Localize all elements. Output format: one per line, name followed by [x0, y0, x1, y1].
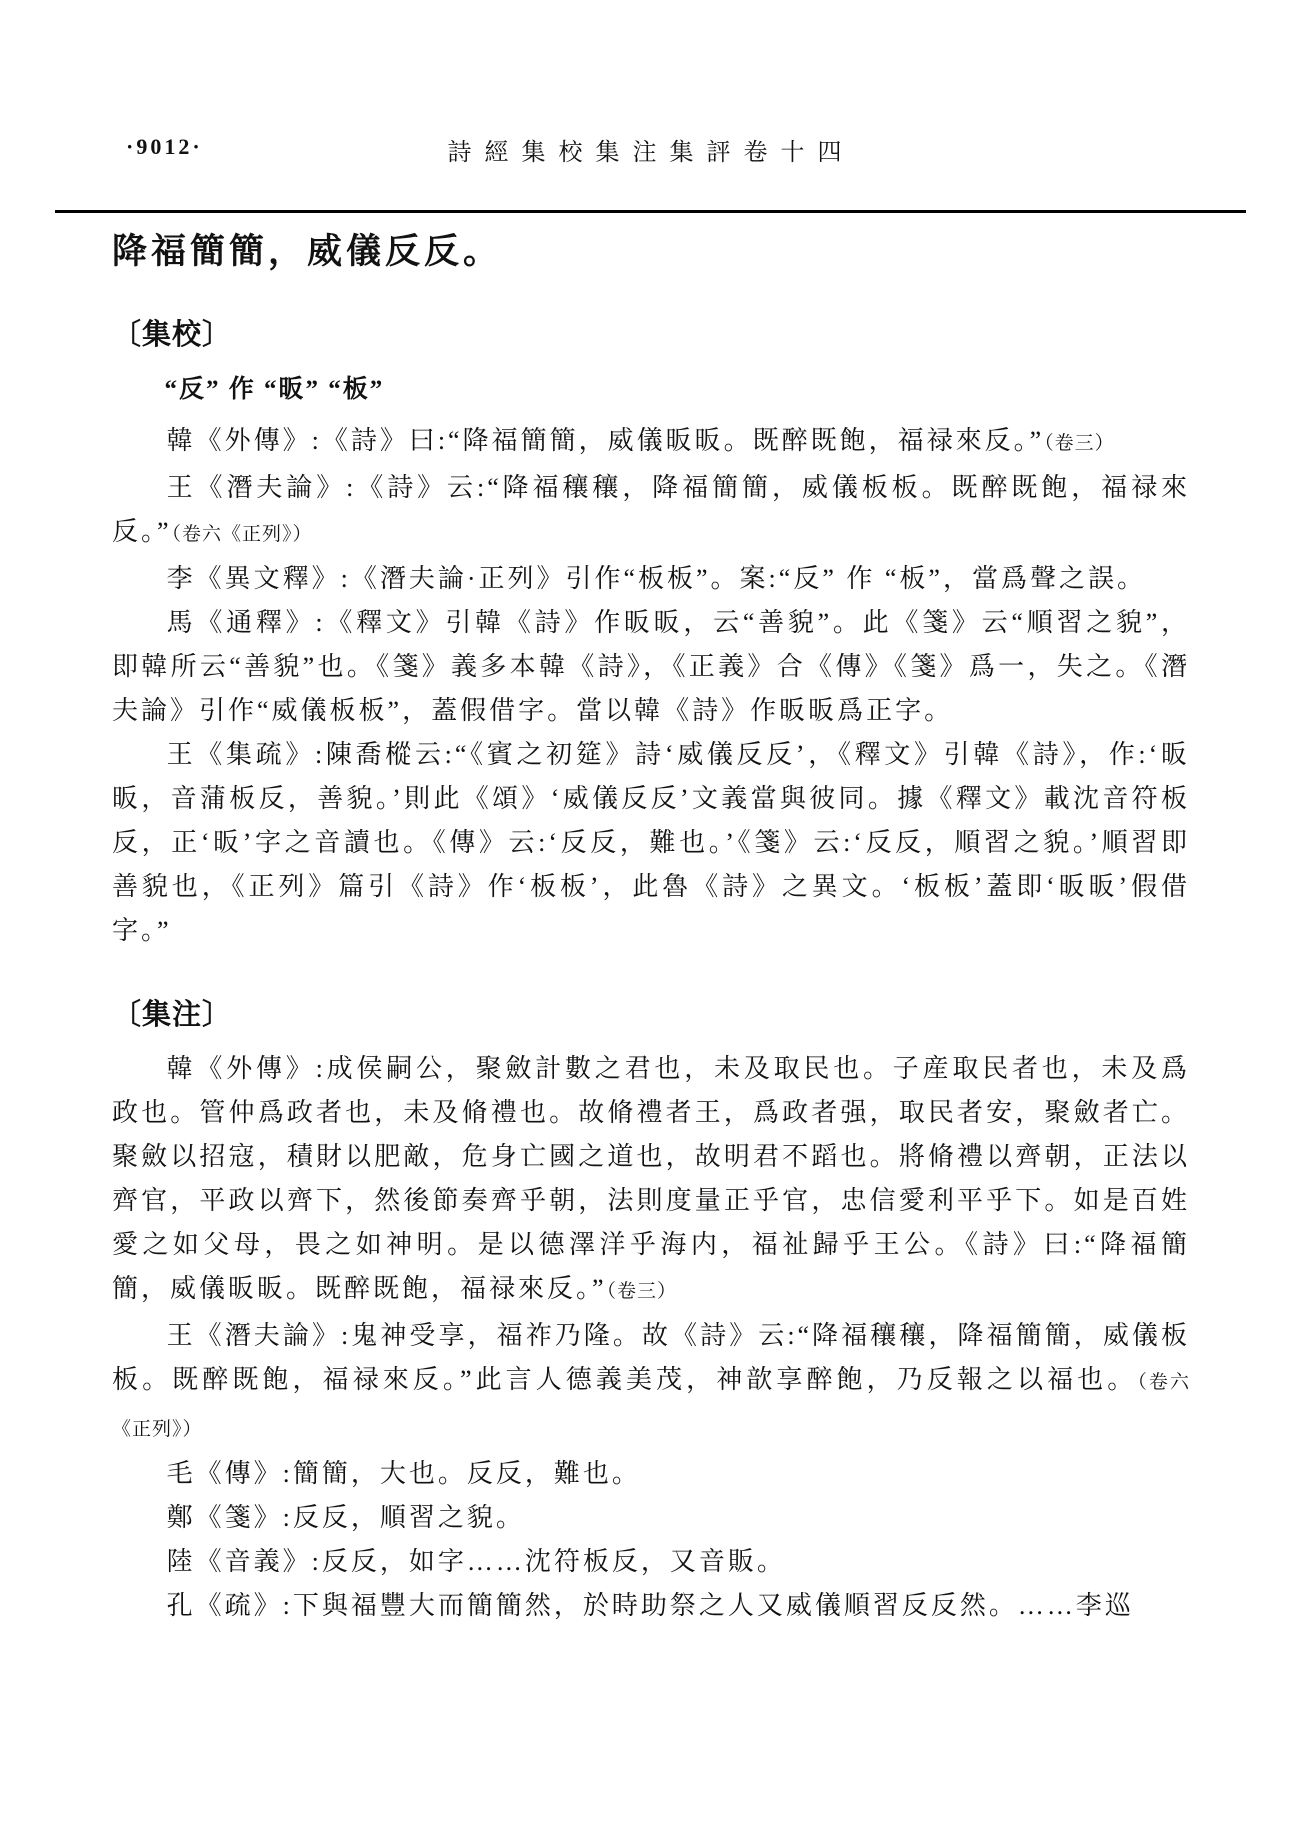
paragraph-text: 王《集疏》:陳喬樅云:“《賓之初筵》詩‘威儀反反’，《釋文》引韓《詩》，作:‘昄昄，音蒲板反，善貌。’則此《頌》‘威儀反反’文義當與彼同。據《釋文》載沈音符板反，正‘昄’字之音讀也。《傳》云:‘反反，難也。’《箋》云:‘反反，順習之貌。’順習即善貌也，《正列》篇引《詩》作‘板板’，此魯《詩》之異文。‘板板’蓋即‘昄昄’假借字。”	[112, 740, 1190, 945]
paragraph	[112, 419, 1190, 466]
paragraph	[112, 1540, 1190, 1584]
paragraph	[112, 466, 1190, 557]
section-heading: 〔集注〕	[112, 999, 233, 1031]
poem-title: 降福簡簡，威儀反反。	[112, 232, 503, 271]
volume-note: （卷三）	[606, 1281, 678, 1302]
paragraph-text: 陸《音義》:反反，如字……沈符板反，又音販。	[166, 1547, 786, 1576]
section-body	[112, 419, 1190, 953]
paragraph-text: 李《異文釋》:《潛夫論·正列》引作“板板”。案:“反” 作 “板”，當爲聲之誤。	[166, 564, 1146, 593]
page-header	[112, 132, 1190, 164]
paragraph-text: 韓《外傳》:《詩》曰:“降福簡簡，威儀昄昄。既醉既飽，福禄來反。”	[166, 426, 1045, 455]
paragraph	[112, 1314, 1190, 1452]
paragraph-text: 王《潛夫論》:《詩》云:“降福穰穰，降福簡簡，威儀板板。既醉既飽，福禄來反。”	[112, 473, 1190, 546]
section-body	[112, 1047, 1190, 1628]
sections-container	[112, 317, 1190, 1628]
paragraph	[112, 733, 1190, 953]
paragraph-text: 馬《通釋》:《釋文》引韓《詩》作昄昄，云“善貌”。此《箋》云“順習之貌”，即韓所云“善貌”也。《箋》義多本韓《詩》，《正義》合《傳》《箋》爲一，失之。《潛夫論》引作“威儀板板”，蓋假借字。當以韓《詩》作昄昄爲正字。	[112, 608, 1190, 725]
volume-note: （卷三）	[1044, 433, 1115, 454]
paragraph-text: 毛《傳》:簡簡，大也。反反，難也。	[166, 1459, 641, 1488]
paragraph-text: 韓《外傳》:成侯嗣公，聚斂計數之君也，未及取民也。子産取民者也，未及爲政也。管仲爲政者也，未及脩禮也。故脩禮者王，爲政者强，取民者安，聚斂者亡。聚斂以招寇，積財以肥敵，危身亡國之道也，故明君不蹈也。將脩禮以齊朝，正法以齊官，平政以齊下，然後節奏齊乎朝，法則度量正乎官，忠信愛利平乎下。如是百姓愛之如父母，畏之如神明。是以德澤洋乎海内，福祉歸乎王公。《詩》曰:“降福簡簡，威儀昄昄。既醉既飽，福禄來反。”	[112, 1054, 1190, 1303]
paragraph	[112, 1452, 1190, 1496]
running-title: 詩經集校集注集評卷十四	[447, 140, 855, 166]
paragraph	[112, 601, 1190, 733]
volume-note: （卷六《正列》）	[112, 1372, 1190, 1440]
paragraph	[112, 557, 1190, 601]
page-number: ·9012·	[126, 134, 203, 159]
paragraph	[112, 1047, 1190, 1314]
volume-note: （卷六《正列》）	[171, 524, 313, 545]
section	[112, 997, 1190, 1628]
paragraph-text: 鄭《箋》:反反，順習之貌。	[166, 1503, 525, 1532]
section-heading: 〔集校〕	[112, 319, 233, 351]
paragraph	[112, 1584, 1190, 1628]
paragraph	[112, 1496, 1190, 1540]
section-subheading: “反” 作 “昄” “板”	[164, 376, 385, 403]
paragraph-text: 王《潛夫論》:鬼神受享，福祚乃隆。故《詩》云:“降福穰穰，降福簡簡，威儀板板。既醉既飽，福禄來反。”此言人德義美茂，神歆享醉飽，乃反報之以福也。	[112, 1321, 1190, 1394]
header-divider	[55, 210, 1246, 213]
section	[112, 317, 1190, 953]
paragraph-text: 孔《疏》:下與福豐大而簡簡然，於時助祭之人又威儀順習反反然。……李巡	[166, 1591, 1134, 1620]
